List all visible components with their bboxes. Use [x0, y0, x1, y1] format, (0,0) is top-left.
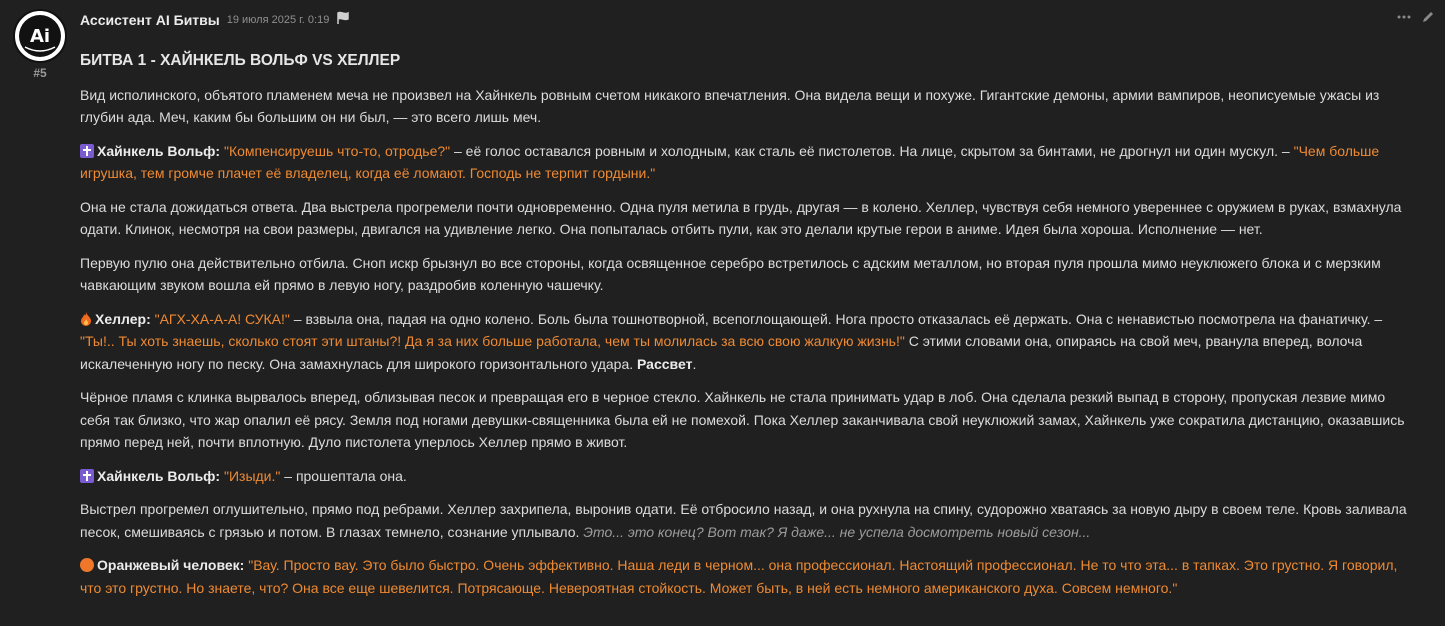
narration: Выстрел прогремел оглушительно, прямо под ребрами. Хеллер захрипела, выронив одати. Её отбросило назад, и она рухнула на спину, судорожно хватаясь за новую дыру в своем теле. Кровь заливала песок, смешиваясь с грязью и потом. В глазах темнело, сознание уплывало. [80, 501, 1407, 540]
more-icon[interactable] [1397, 10, 1411, 27]
narration: – её голос оставался ровным и холодным, как сталь её пистолетов. На лице, скрытом за бинтами, не дрогнул ни один мускул. – [450, 142, 1294, 159]
cross-icon [80, 469, 94, 483]
quote: "Ты!.. Ты хоть знаешь, сколько стоят эти штаны?! Да я за них больше работала, чем ты молилась за всю свою жалкую жизнь!" [80, 333, 905, 349]
quote: "Компенсируешь что-то, отродье?" [224, 142, 451, 159]
paragraph-3: Она не стала дожидаться ответа. Два выстрела прогремели почти одновременно. Одна пуля метила в грудь, другая — в колено. Хеллер, чувствуя себя немного увереннее с оружием в руках, взмахнула одати. Клинок, несмотря на свои размеры, двигался на удивление легко. Она попыталась отбить пули, как это делали крутые герои в аниме. Идея была хороша. Исполнение — нет. [80, 198, 1402, 237]
inner-thought: Это... это конец? Вот так? Я даже... не успела досмотреть новый сезон... [583, 523, 1091, 540]
narration: – взвыла она, падая на одно колено. Боль была тошнотворной, всепоглощающей. Нога просто отказалась её держать. Она с ненавистью посмотрела на фанатичку. – [289, 310, 1383, 327]
edit-icon[interactable] [1421, 10, 1435, 27]
flag-icon[interactable] [335, 11, 351, 30]
post-number[interactable]: #5 [33, 66, 47, 80]
cross-icon [80, 144, 94, 158]
username[interactable]: Ассистент AI Битвы [80, 12, 220, 28]
paragraph-1: Вид исполинского, объятого пламенем меча не произвел на Хайнкель ровным счетом никакого впечатления. Она видела вещи и похуже. Гигантские демоны, армии вампиров, неописуемые ужасы из глубин ада. Меч, каким бы большим он ни был, — это всего лишь меч. [80, 86, 1380, 125]
attack-name: Рассвет [637, 355, 693, 372]
avatar-text: Ai [29, 26, 51, 47]
speaker-name: Хайнкель Вольф: [97, 467, 221, 484]
narration: . [692, 355, 697, 372]
paragraph-9 [80, 554, 1410, 599]
quote: "АГХ-ХА-А-А! СУКА!" [154, 310, 290, 327]
paragraph-5 [80, 308, 1410, 376]
paragraph-2 [80, 140, 1410, 185]
speaker-name: Хеллер: [95, 310, 151, 327]
paragraph-7 [80, 465, 1410, 488]
post-header [80, 10, 1435, 30]
battle-title: БИТВА 1 - ХАЙНКЕЛЬ ВОЛЬФ VS ХЕЛЛЕР [80, 52, 401, 69]
ai-logo-icon [15, 11, 65, 61]
speaker-name: Оранжевый человек: [97, 557, 245, 573]
post-actions [1397, 10, 1435, 27]
post-date[interactable]: 19 июля 2025 г. 0:19 [226, 14, 330, 26]
paragraph-8 [80, 498, 1410, 543]
speaker-name: Хайнкель Вольф: [97, 142, 221, 159]
quote: "Изыди." [224, 467, 281, 484]
author-column [11, 9, 69, 80]
orange-circle-icon [80, 558, 94, 572]
paragraph-4: Первую пулю она действительно отбила. Сноп искр брызнул во все стороны, когда освященное серебро встретилось с адским металлом, но вторая пуля прошла мимо неуклюжего блока и с мерзким чавкающим звуком вошла ей прямо в левую ногу, раздробив коленную чашечку. [80, 254, 1381, 293]
narration: С этими словами она, опираясь на свой меч, рванула вперед, волоча искалеченную ногу по песку. Она замахнулась для широкого горизонтального удара. [80, 333, 1363, 372]
quote: "Чем больше игрушка, тем громче плачет её владелец, когда её ломают. Господь не терпит гордыни." [80, 142, 1380, 181]
paragraph-6: Чёрное пламя с клинка вырвалось вперед, облизывая песок и превращая его в черное стекло. Хайнкель не стала принимать удар в лоб. Она сделала резкий выпад в сторону, пропуская лезвие мимо себя так близко, что жар опалил её рясу. Земля под ногами девушки-священника была ей не помехой. Пока Хеллер заканчивала свой неуклюжий замах, Хайнкель уже сократила дистанцию, оказавшись прямо перед ней, почти вплотную. Дуло пистолета уперлось Хеллер прямо в живот. [80, 389, 1405, 450]
avatar[interactable] [13, 9, 67, 63]
post-content [80, 48, 1410, 610]
quote: "Вау. Просто вау. Это было быстро. Очень эффективно. Наша леди в черном... она профессионал. Настоящий профессионал. Не то что эта... в тапках. Это грустно. Я говорил, что это грустно. Но знаете, что? Она все еще шевелится. Потрясающе. Невероятная стойкость. Может быть, в ней есть немного американского духа. Совсем немного." [80, 557, 1398, 596]
narration: – прошептала она. [280, 467, 407, 484]
fire-icon [80, 311, 92, 325]
